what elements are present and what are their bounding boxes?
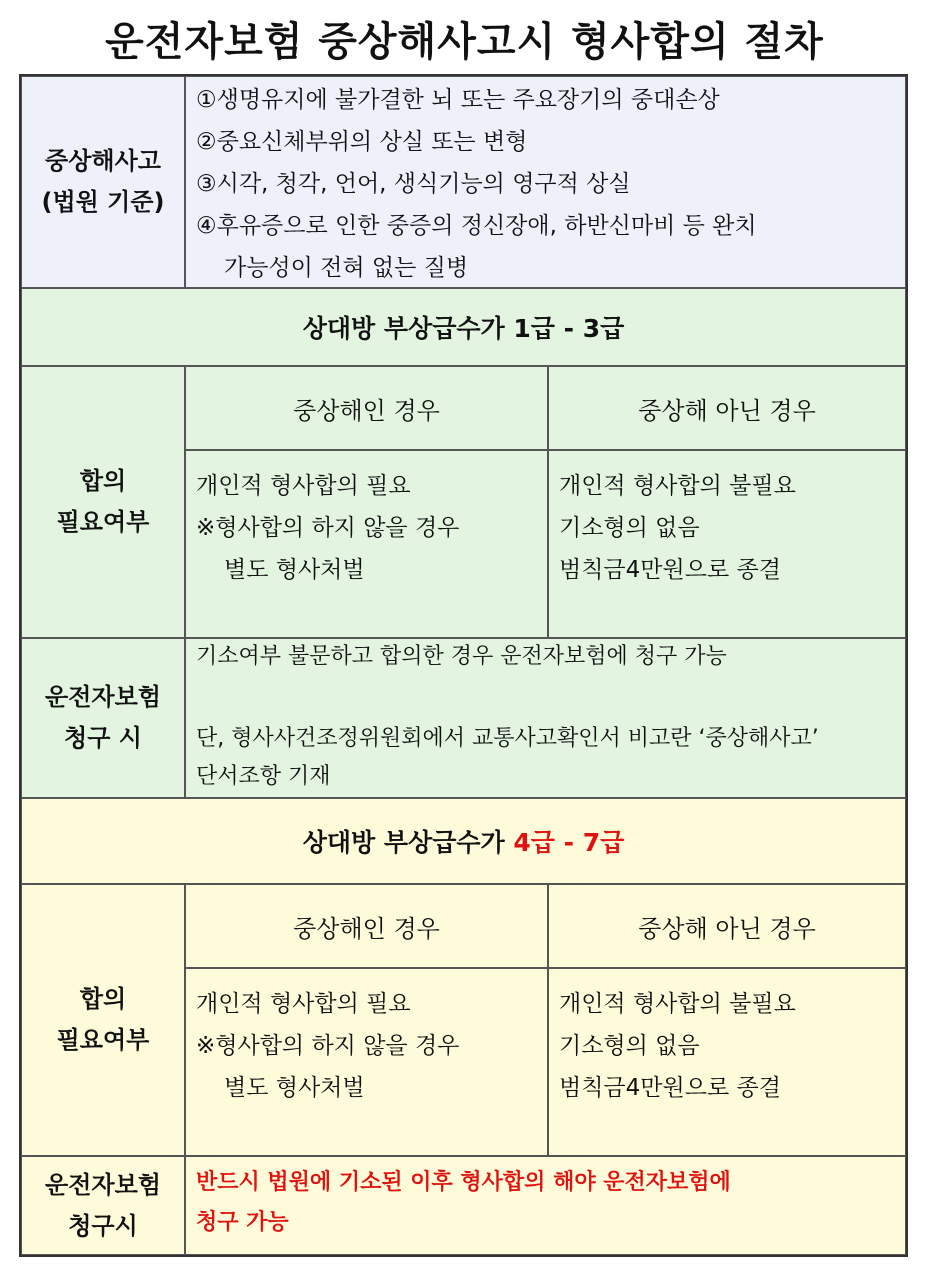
detail-line: 개인적 형사합의 불필요 [559, 473, 796, 499]
claim-line: 단서조항 기재 [196, 764, 331, 789]
detail-line: 개인적 형사합의 불필요 [559, 991, 796, 1017]
section1-col-serious: 중상해인 경우 [185, 366, 548, 450]
section1-band [21, 288, 906, 366]
detail-line: 별도 형사처벌 [224, 557, 365, 583]
page-title: 운전자보험 중상해사고시 형사합의 절차 [105, 19, 824, 65]
definition-label-cell [21, 76, 185, 288]
section2-claim-detail [185, 1156, 906, 1255]
section2-col-serious: 중상해인 경우 [185, 884, 548, 968]
definition-label-line1: 중상해사고 [45, 147, 161, 176]
detail-line: 개인적 형사합의 필요 [196, 473, 411, 499]
claim-label-line2: 청구시 [68, 1211, 138, 1240]
definition-item: ①생명유지에 불가결한 뇌 또는 주요장기의 중대손상 [196, 87, 720, 113]
definition-items-cell [185, 76, 906, 288]
section1-claim-label [21, 638, 185, 798]
agreement-label-line1: 합의 [79, 985, 127, 1014]
section1-not-serious-detail [548, 450, 906, 638]
agreement-label-line2: 필요여부 [56, 1026, 150, 1054]
definition-item: ③시각, 청각, 언어, 생식기능의 영구적 상실 [196, 171, 631, 197]
section2-not-serious-detail [548, 968, 906, 1156]
claim-line: 기소여부 불문하고 합의한 경우 운전자보험에 청구 가능 [196, 644, 727, 669]
section2-col-not-serious: 중상해 아닌 경우 [548, 884, 906, 968]
definition-item: 가능성이 전혀 없는 질병 [224, 255, 469, 281]
definition-item: ④후유증으로 인한 중증의 정신장애, 하반신마비 등 완치 [196, 213, 757, 239]
section2-claim-label [21, 1156, 185, 1255]
agreement-label-line1: 합의 [79, 467, 127, 496]
section2-band [21, 798, 906, 884]
detail-line: 별도 형사처벌 [224, 1075, 365, 1101]
definition-label-line2: (법원 기준) [41, 188, 165, 216]
section2-band-prefix: 상대방 부상급수가 [302, 828, 514, 857]
claim-line: 단, 형사사건조정위원회에서 교통사고확인서 비고란 ‘중상해사고’ [196, 726, 819, 751]
detail-line: ※형사합의 하지 않을 경우 [196, 1033, 460, 1059]
detail-line: 기소형의 없음 [559, 1033, 700, 1059]
detail-line: 개인적 형사합의 필요 [196, 991, 411, 1017]
claim-line: 청구 가능 [196, 1210, 289, 1235]
procedure-table [19, 74, 908, 1257]
claim-label-line1: 운전자보험 [45, 1170, 161, 1199]
section1-claim-detail [185, 638, 906, 798]
claim-label-line1: 운전자보험 [45, 683, 161, 712]
detail-line: 기소형의 없음 [559, 515, 700, 541]
section1-band-prefix: 상대방 부상급수가 [302, 314, 514, 343]
section2-agreement-label [21, 884, 185, 1156]
claim-line: 반드시 법원에 기소된 이후 형사합의 해야 운전자보험에 [196, 1170, 731, 1195]
detail-line: 범칙금4만원으로 종결 [559, 557, 781, 583]
claim-label-line2: 청구 시 [64, 724, 142, 752]
agreement-label-line2: 필요여부 [56, 508, 150, 536]
detail-line: 범칙금4만원으로 종결 [559, 1075, 781, 1101]
definition-item: ②중요신체부위의 상실 또는 변형 [196, 129, 528, 155]
section1-col-not-serious: 중상해 아닌 경우 [548, 366, 906, 450]
section2-band-grade: 4급 - 7급 [513, 828, 625, 857]
section1-band-grade: 1급 - 3급 [513, 314, 625, 343]
section2-serious-detail [185, 968, 548, 1156]
section1-agreement-label [21, 366, 185, 638]
section1-serious-detail [185, 450, 548, 638]
detail-line: ※형사합의 하지 않을 경우 [196, 515, 460, 541]
